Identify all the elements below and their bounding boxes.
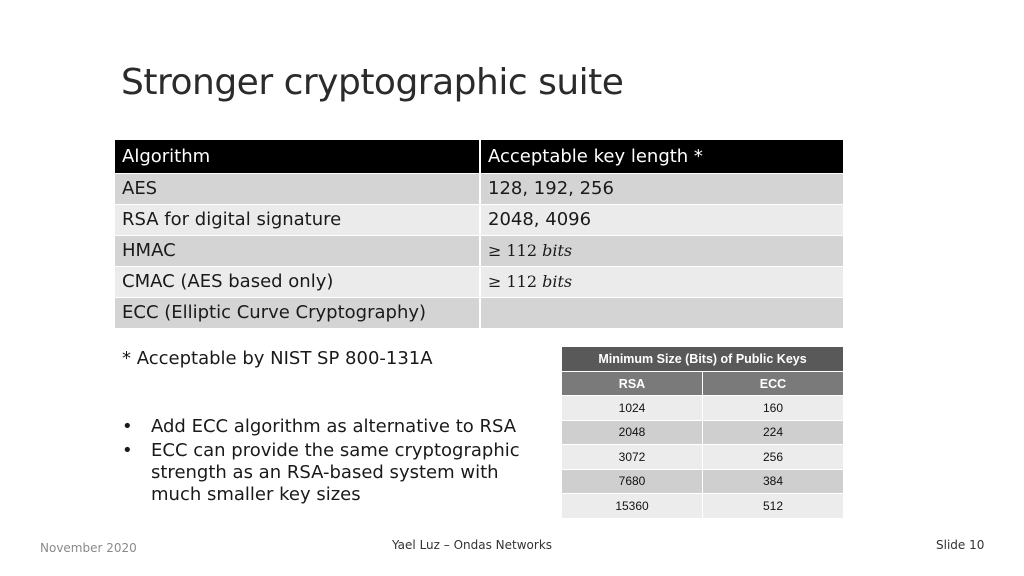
bullet-list (122, 416, 552, 508)
table-row (562, 396, 844, 421)
rsa-cell: 7680 (562, 469, 703, 494)
footer-presenter: Yael Luz – Ondas Networks (392, 538, 553, 552)
bullet-icon: • (122, 440, 133, 461)
header-key-length: Acceptable key length * (480, 140, 844, 173)
key-table-caption-row (562, 347, 844, 372)
slide-title: Stronger cryptographic suite (121, 62, 624, 103)
table-row (115, 297, 844, 328)
table-row (115, 235, 844, 266)
algorithm-cell: AES (115, 173, 480, 204)
key-size-table (561, 346, 844, 519)
key-length-cell (480, 266, 844, 297)
bullet-text: ECC can provide the same cryptographic strength as an RSA-based system with much smaller key sizes (151, 440, 520, 505)
ecc-cell: 224 (703, 420, 844, 445)
header-rsa: RSA (562, 372, 703, 396)
rsa-cell: 1024 (562, 396, 703, 421)
algorithm-table (115, 140, 845, 329)
key-table-header-row (562, 372, 844, 396)
algorithm-cell: HMAC (115, 235, 480, 266)
key-length-number: 112 (506, 241, 538, 260)
ecc-cell: 384 (703, 469, 844, 494)
slide-number: Slide 10 (936, 538, 985, 552)
rsa-cell: 2048 (562, 420, 703, 445)
header-ecc: ECC (703, 372, 844, 396)
key-table-caption: Minimum Size (Bits) of Public Keys (562, 347, 844, 372)
key-length-unit: bits (542, 241, 573, 260)
rsa-cell: 3072 (562, 445, 703, 470)
bullet-item (122, 416, 552, 438)
key-length-number: 112 (506, 272, 538, 291)
header-algorithm: Algorithm (115, 140, 480, 173)
table-row (115, 266, 844, 297)
key-length-unit: bits (542, 272, 573, 291)
key-length-cell (480, 297, 844, 328)
table-row (562, 469, 844, 494)
ecc-cell: 512 (703, 494, 844, 519)
bullet-item (122, 440, 552, 506)
ecc-cell: 160 (703, 396, 844, 421)
algorithm-cell: ECC (Elliptic Curve Cryptography) (115, 297, 480, 328)
ecc-cell: 256 (703, 445, 844, 470)
bullet-icon: • (122, 416, 133, 437)
key-length-cell: 128, 192, 256 (480, 173, 844, 204)
gte-symbol: ≥ (488, 241, 502, 260)
table-row (562, 494, 844, 519)
table-row (115, 204, 844, 235)
table-row (562, 420, 844, 445)
table-row (562, 445, 844, 470)
table-row (115, 173, 844, 204)
footer-date: November 2020 (40, 541, 137, 555)
gte-symbol: ≥ (488, 272, 502, 291)
rsa-cell: 15360 (562, 494, 703, 519)
key-length-cell (480, 235, 844, 266)
table-header-row (115, 140, 844, 173)
key-length-cell: 2048, 4096 (480, 204, 844, 235)
algorithm-cell: CMAC (AES based only) (115, 266, 480, 297)
algorithm-cell: RSA for digital signature (115, 204, 480, 235)
nist-footnote: * Acceptable by NIST SP 800-131A (122, 348, 433, 369)
bullet-text: Add ECC algorithm as alternative to RSA (151, 416, 517, 437)
